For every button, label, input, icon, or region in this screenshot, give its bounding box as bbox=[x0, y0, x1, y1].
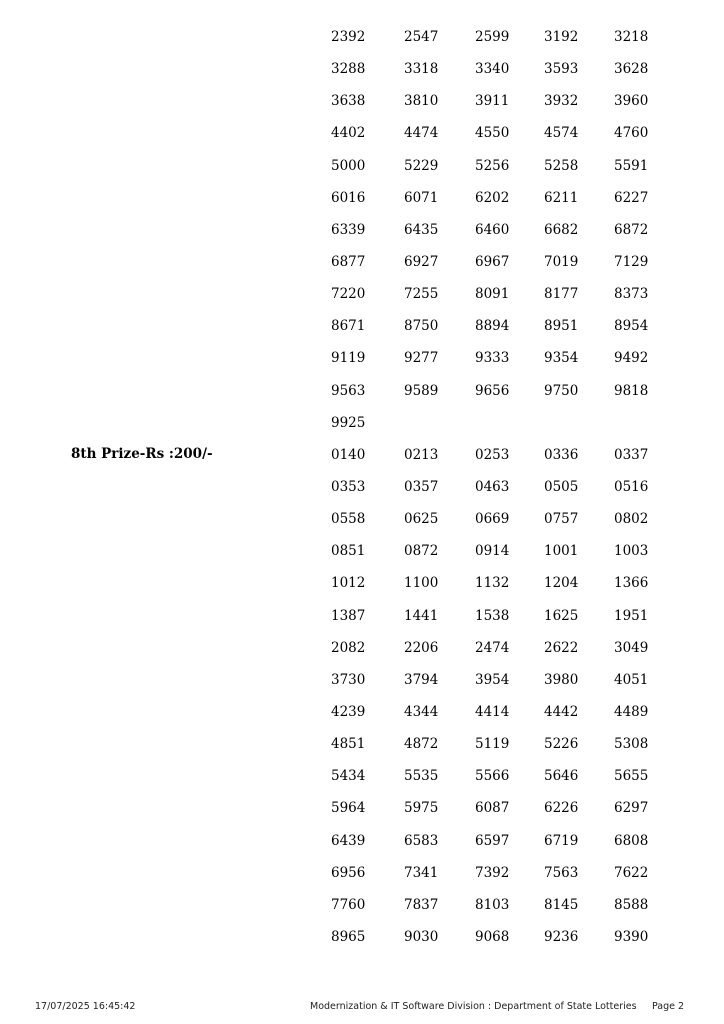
winning-number: 2082 bbox=[331, 639, 366, 656]
winning-number: 2392 bbox=[331, 29, 366, 45]
winning-number: 3318 bbox=[404, 61, 439, 78]
winning-number: 6956 bbox=[331, 864, 366, 881]
winning-number: 4344 bbox=[404, 703, 439, 720]
winning-number: 1366 bbox=[614, 575, 649, 592]
winning-number: 3911 bbox=[475, 93, 510, 110]
number-row bbox=[331, 863, 691, 895]
winning-number: 5226 bbox=[544, 736, 579, 753]
winning-number: 0625 bbox=[404, 511, 439, 528]
winning-number: 8671 bbox=[331, 318, 366, 335]
number-row bbox=[331, 638, 691, 670]
winning-number: 0213 bbox=[404, 446, 439, 463]
winning-number: 4550 bbox=[475, 125, 510, 142]
number-row bbox=[331, 766, 691, 798]
winning-number: 7622 bbox=[614, 864, 649, 881]
winning-number: 9390 bbox=[614, 928, 649, 945]
winning-number: 0802 bbox=[614, 511, 649, 528]
winning-number: 8177 bbox=[544, 286, 579, 303]
winning-number: 5975 bbox=[404, 800, 439, 817]
winning-number: 0872 bbox=[404, 543, 439, 560]
number-row bbox=[331, 927, 691, 959]
winning-number: 6583 bbox=[404, 832, 439, 849]
number-row bbox=[331, 477, 691, 509]
winning-number: 5256 bbox=[475, 157, 510, 174]
winning-number: 6297 bbox=[614, 800, 649, 817]
number-row bbox=[331, 156, 691, 188]
winning-number: 8965 bbox=[331, 928, 366, 945]
winning-number: 1951 bbox=[614, 607, 649, 624]
winning-number: 9589 bbox=[404, 382, 439, 399]
winning-number: 1441 bbox=[404, 607, 439, 624]
winning-number: 1204 bbox=[544, 575, 579, 592]
winning-number: 9119 bbox=[331, 350, 366, 367]
winning-number: 4402 bbox=[331, 125, 366, 142]
winning-number: 3049 bbox=[614, 639, 649, 656]
winning-number: 9818 bbox=[614, 382, 649, 399]
winning-number: 8588 bbox=[614, 896, 649, 913]
winning-number: 7392 bbox=[475, 864, 510, 881]
winning-number: 0336 bbox=[544, 446, 579, 463]
winning-number: 7563 bbox=[544, 864, 579, 881]
number-row bbox=[331, 381, 691, 413]
winning-number: 8954 bbox=[614, 318, 649, 335]
winning-number: 5308 bbox=[614, 736, 649, 753]
winning-number: 4851 bbox=[331, 736, 366, 753]
winning-number: 3954 bbox=[475, 671, 510, 688]
winning-number: 8373 bbox=[614, 286, 649, 303]
winning-number: 6719 bbox=[544, 832, 579, 849]
winning-number: 6071 bbox=[404, 189, 439, 206]
number-row bbox=[331, 316, 691, 348]
winning-number: 4051 bbox=[614, 671, 649, 688]
winning-number: 3288 bbox=[331, 61, 366, 78]
number-row bbox=[331, 798, 691, 830]
winning-number: 0757 bbox=[544, 511, 579, 528]
winning-number: 1100 bbox=[404, 575, 439, 592]
winning-number: 1001 bbox=[544, 543, 579, 560]
winning-number: 7220 bbox=[331, 286, 366, 303]
winning-number: 5229 bbox=[404, 157, 439, 174]
number-row bbox=[331, 220, 691, 252]
winning-number: 7760 bbox=[331, 896, 366, 913]
winning-number: 7129 bbox=[614, 253, 649, 270]
winning-number: 5434 bbox=[331, 768, 366, 785]
winning-number: 4442 bbox=[544, 703, 579, 720]
winning-number: 6808 bbox=[614, 832, 649, 849]
winning-number: 3794 bbox=[404, 671, 439, 688]
winning-number: 4414 bbox=[475, 703, 510, 720]
number-row bbox=[331, 445, 691, 477]
winning-number: 3628 bbox=[614, 61, 649, 78]
winning-number: 7255 bbox=[404, 286, 439, 303]
winning-number: 6872 bbox=[614, 221, 649, 238]
winning-number: 6597 bbox=[475, 832, 510, 849]
winning-number: 3192 bbox=[544, 29, 579, 45]
winning-number: 0357 bbox=[404, 478, 439, 495]
winning-number: 1012 bbox=[331, 575, 366, 592]
winning-number: 6967 bbox=[475, 253, 510, 270]
winning-number: 6927 bbox=[404, 253, 439, 270]
winning-number: 9236 bbox=[544, 928, 579, 945]
number-row bbox=[331, 734, 691, 766]
winning-number: 8145 bbox=[544, 896, 579, 913]
winning-number: 5655 bbox=[614, 768, 649, 785]
winning-number: 0669 bbox=[475, 511, 510, 528]
number-row bbox=[331, 831, 691, 863]
winning-number: 4239 bbox=[331, 703, 366, 720]
number-row bbox=[331, 284, 691, 316]
winning-number: 3218 bbox=[614, 29, 649, 45]
winning-number: 3340 bbox=[475, 61, 510, 78]
winning-number: 9925 bbox=[331, 414, 366, 431]
winning-numbers-table bbox=[331, 27, 691, 959]
winning-number: 6460 bbox=[475, 221, 510, 238]
winning-number: 1003 bbox=[614, 543, 649, 560]
footer-division: Modernization & IT Software Division : Department of State Lotteries bbox=[310, 1001, 637, 1012]
footer-page-number: Page 2 bbox=[652, 1001, 685, 1012]
number-row bbox=[331, 413, 691, 445]
number-row bbox=[331, 670, 691, 702]
winning-number: 6439 bbox=[331, 832, 366, 849]
winning-number: 4489 bbox=[614, 703, 649, 720]
winning-number: 6016 bbox=[331, 189, 366, 206]
winning-number: 5646 bbox=[544, 768, 579, 785]
winning-number: 0851 bbox=[331, 543, 366, 560]
winning-number: 8091 bbox=[475, 286, 510, 303]
winning-number: 9750 bbox=[544, 382, 579, 399]
winning-number: 1625 bbox=[544, 607, 579, 624]
winning-number: 8951 bbox=[544, 318, 579, 335]
winning-number: 7837 bbox=[404, 896, 439, 913]
winning-number: 2622 bbox=[544, 639, 579, 656]
winning-number: 4474 bbox=[404, 125, 439, 142]
number-row bbox=[331, 252, 691, 284]
number-row bbox=[331, 348, 691, 380]
number-row bbox=[331, 606, 691, 638]
number-row bbox=[331, 541, 691, 573]
prize-label-8th: 8th Prize-Rs :200/- bbox=[71, 446, 213, 462]
winning-number: 2599 bbox=[475, 29, 510, 45]
winning-number: 6087 bbox=[475, 800, 510, 817]
winning-number: 6202 bbox=[475, 189, 510, 206]
winning-number: 8103 bbox=[475, 896, 510, 913]
winning-number: 1387 bbox=[331, 607, 366, 624]
winning-number: 1538 bbox=[475, 607, 510, 624]
winning-number: 0558 bbox=[331, 511, 366, 528]
winning-number: 3810 bbox=[404, 93, 439, 110]
winning-number: 3638 bbox=[331, 93, 366, 110]
winning-number: 8750 bbox=[404, 318, 439, 335]
winning-number: 4872 bbox=[404, 736, 439, 753]
winning-number: 3932 bbox=[544, 93, 579, 110]
winning-number: 6227 bbox=[614, 189, 649, 206]
number-row bbox=[331, 895, 691, 927]
number-row bbox=[331, 59, 691, 91]
winning-number: 9563 bbox=[331, 382, 366, 399]
number-row bbox=[331, 573, 691, 605]
winning-number: 5591 bbox=[614, 157, 649, 174]
winning-number: 9333 bbox=[475, 350, 510, 367]
number-row bbox=[331, 702, 691, 734]
number-row bbox=[331, 91, 691, 123]
winning-number: 0253 bbox=[475, 446, 510, 463]
winning-number: 0516 bbox=[614, 478, 649, 495]
number-row bbox=[331, 509, 691, 541]
winning-number: 5119 bbox=[475, 736, 510, 753]
winning-number: 1132 bbox=[475, 575, 510, 592]
winning-number: 2206 bbox=[404, 639, 439, 656]
winning-number: 6877 bbox=[331, 253, 366, 270]
page-footer bbox=[0, 1000, 724, 1014]
winning-number: 6435 bbox=[404, 221, 439, 238]
winning-number: 5000 bbox=[331, 157, 366, 174]
winning-number: 6682 bbox=[544, 221, 579, 238]
winning-number: 9656 bbox=[475, 382, 510, 399]
winning-number: 5258 bbox=[544, 157, 579, 174]
winning-number: 8894 bbox=[475, 318, 510, 335]
winning-number: 5964 bbox=[331, 800, 366, 817]
winning-number: 0337 bbox=[614, 446, 649, 463]
winning-number: 5566 bbox=[475, 768, 510, 785]
winning-number: 6339 bbox=[331, 221, 366, 238]
winning-number: 9068 bbox=[475, 928, 510, 945]
winning-number: 9277 bbox=[404, 350, 439, 367]
winning-number: 7019 bbox=[544, 253, 579, 270]
winning-number: 0353 bbox=[331, 478, 366, 495]
winning-number: 2547 bbox=[404, 29, 439, 45]
winning-number: 3730 bbox=[331, 671, 366, 688]
winning-number: 4574 bbox=[544, 125, 579, 142]
winning-number: 6211 bbox=[544, 189, 579, 206]
winning-number: 3980 bbox=[544, 671, 579, 688]
winning-number: 7341 bbox=[404, 864, 439, 881]
winning-number: 0914 bbox=[475, 543, 510, 560]
number-row bbox=[331, 27, 691, 59]
winning-number: 0140 bbox=[331, 446, 366, 463]
winning-number: 3593 bbox=[544, 61, 579, 78]
winning-number: 6226 bbox=[544, 800, 579, 817]
footer-datetime: 17/07/2025 16:45:42 bbox=[35, 1001, 136, 1012]
winning-number: 4760 bbox=[614, 125, 649, 142]
winning-number: 0505 bbox=[544, 478, 579, 495]
winning-number: 0463 bbox=[475, 478, 510, 495]
winning-number: 2474 bbox=[475, 639, 510, 656]
winning-number: 9354 bbox=[544, 350, 579, 367]
winning-number: 9030 bbox=[404, 928, 439, 945]
winning-number: 9492 bbox=[614, 350, 649, 367]
winning-number: 5535 bbox=[404, 768, 439, 785]
winning-number: 3960 bbox=[614, 93, 649, 110]
number-row bbox=[331, 188, 691, 220]
number-row bbox=[331, 123, 691, 155]
